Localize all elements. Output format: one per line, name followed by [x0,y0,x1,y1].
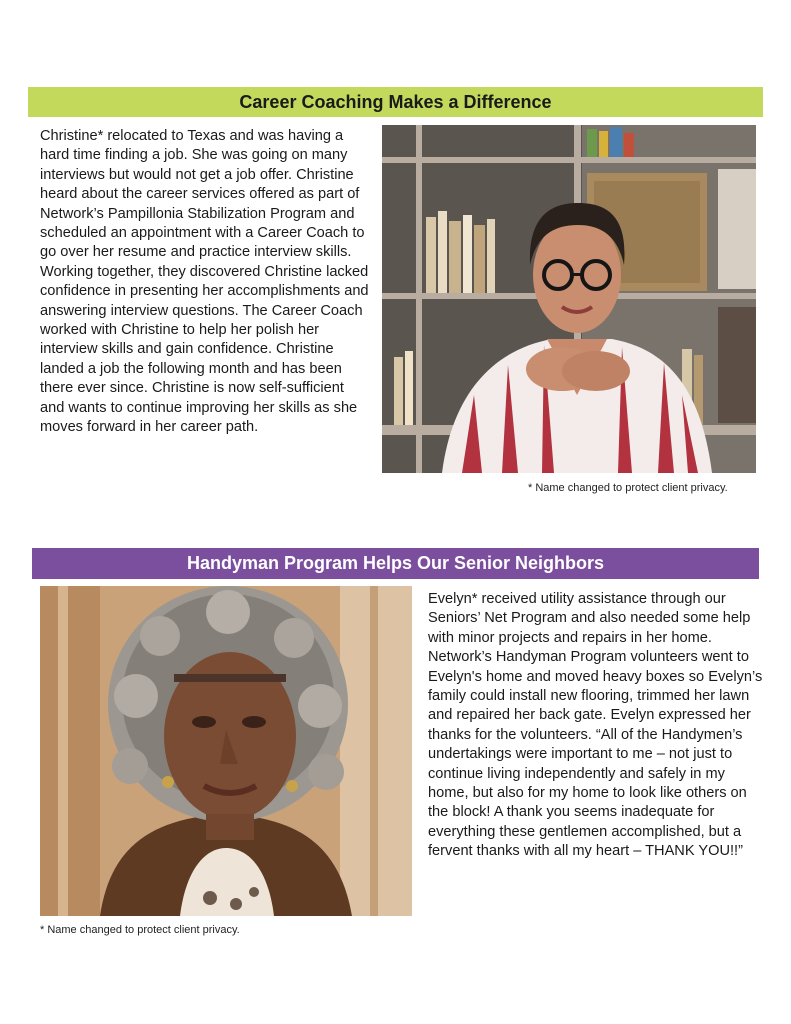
christine-story-text: Christine* relocated to Texas and was having a hard time finding a job. She was going on many interviews but would not get a job offer. Christine heard about the career services offered as part of Network’s Pampillonia Stabilization Program and scheduled an appointment with a Career Coach to go over her resume and practice interview skills. Working together, they discovered Christine lacked confidence in presenting her accomplishments and answering interview questions. The Career Coach worked with Christine to help her polish her interview skills and gain confidence. Christine landed a job the following month and has been there ever since. Christine is now self-sufficient and wants to continue improving her skills as she moves forward in her career path. [40,128,369,436]
career-coaching-heading [28,87,763,117]
woman-with-glasses-photo [382,125,756,473]
handyman-program-heading-text: Handyman Program Helps Our Senior Neighbors [186,553,605,573]
senior-woman-photo [40,586,412,916]
privacy-caption-1: * Name changed to protect client privacy. [528,482,728,494]
handyman-program-heading [32,548,759,579]
privacy-caption-2: * Name changed to protect client privacy. [40,924,240,936]
evelyn-story-text: Evelyn* received utility assistance through our Seniors’ Net Program and also needed some help with minor projects and repairs in her home. Network’s Handyman Program volunteers went to Evelyn's home and moved heavy boxes so Evelyn’s family could install new flooring, trimmed her lawn and repaired her back gate. Evelyn expressed her thanks for the volunteers. “All of the Handymen’s undertakings were important to me – not just to continue living independently and safely in my home, but also for my home to look like others on the block! A thank you seems inadequate for everything these gentlemen accomplished, but a fervent thanks with all my heart – THANK YOU!!” [428,591,763,860]
career-coaching-heading-text: Career Coaching Makes a Difference [239,91,552,112]
